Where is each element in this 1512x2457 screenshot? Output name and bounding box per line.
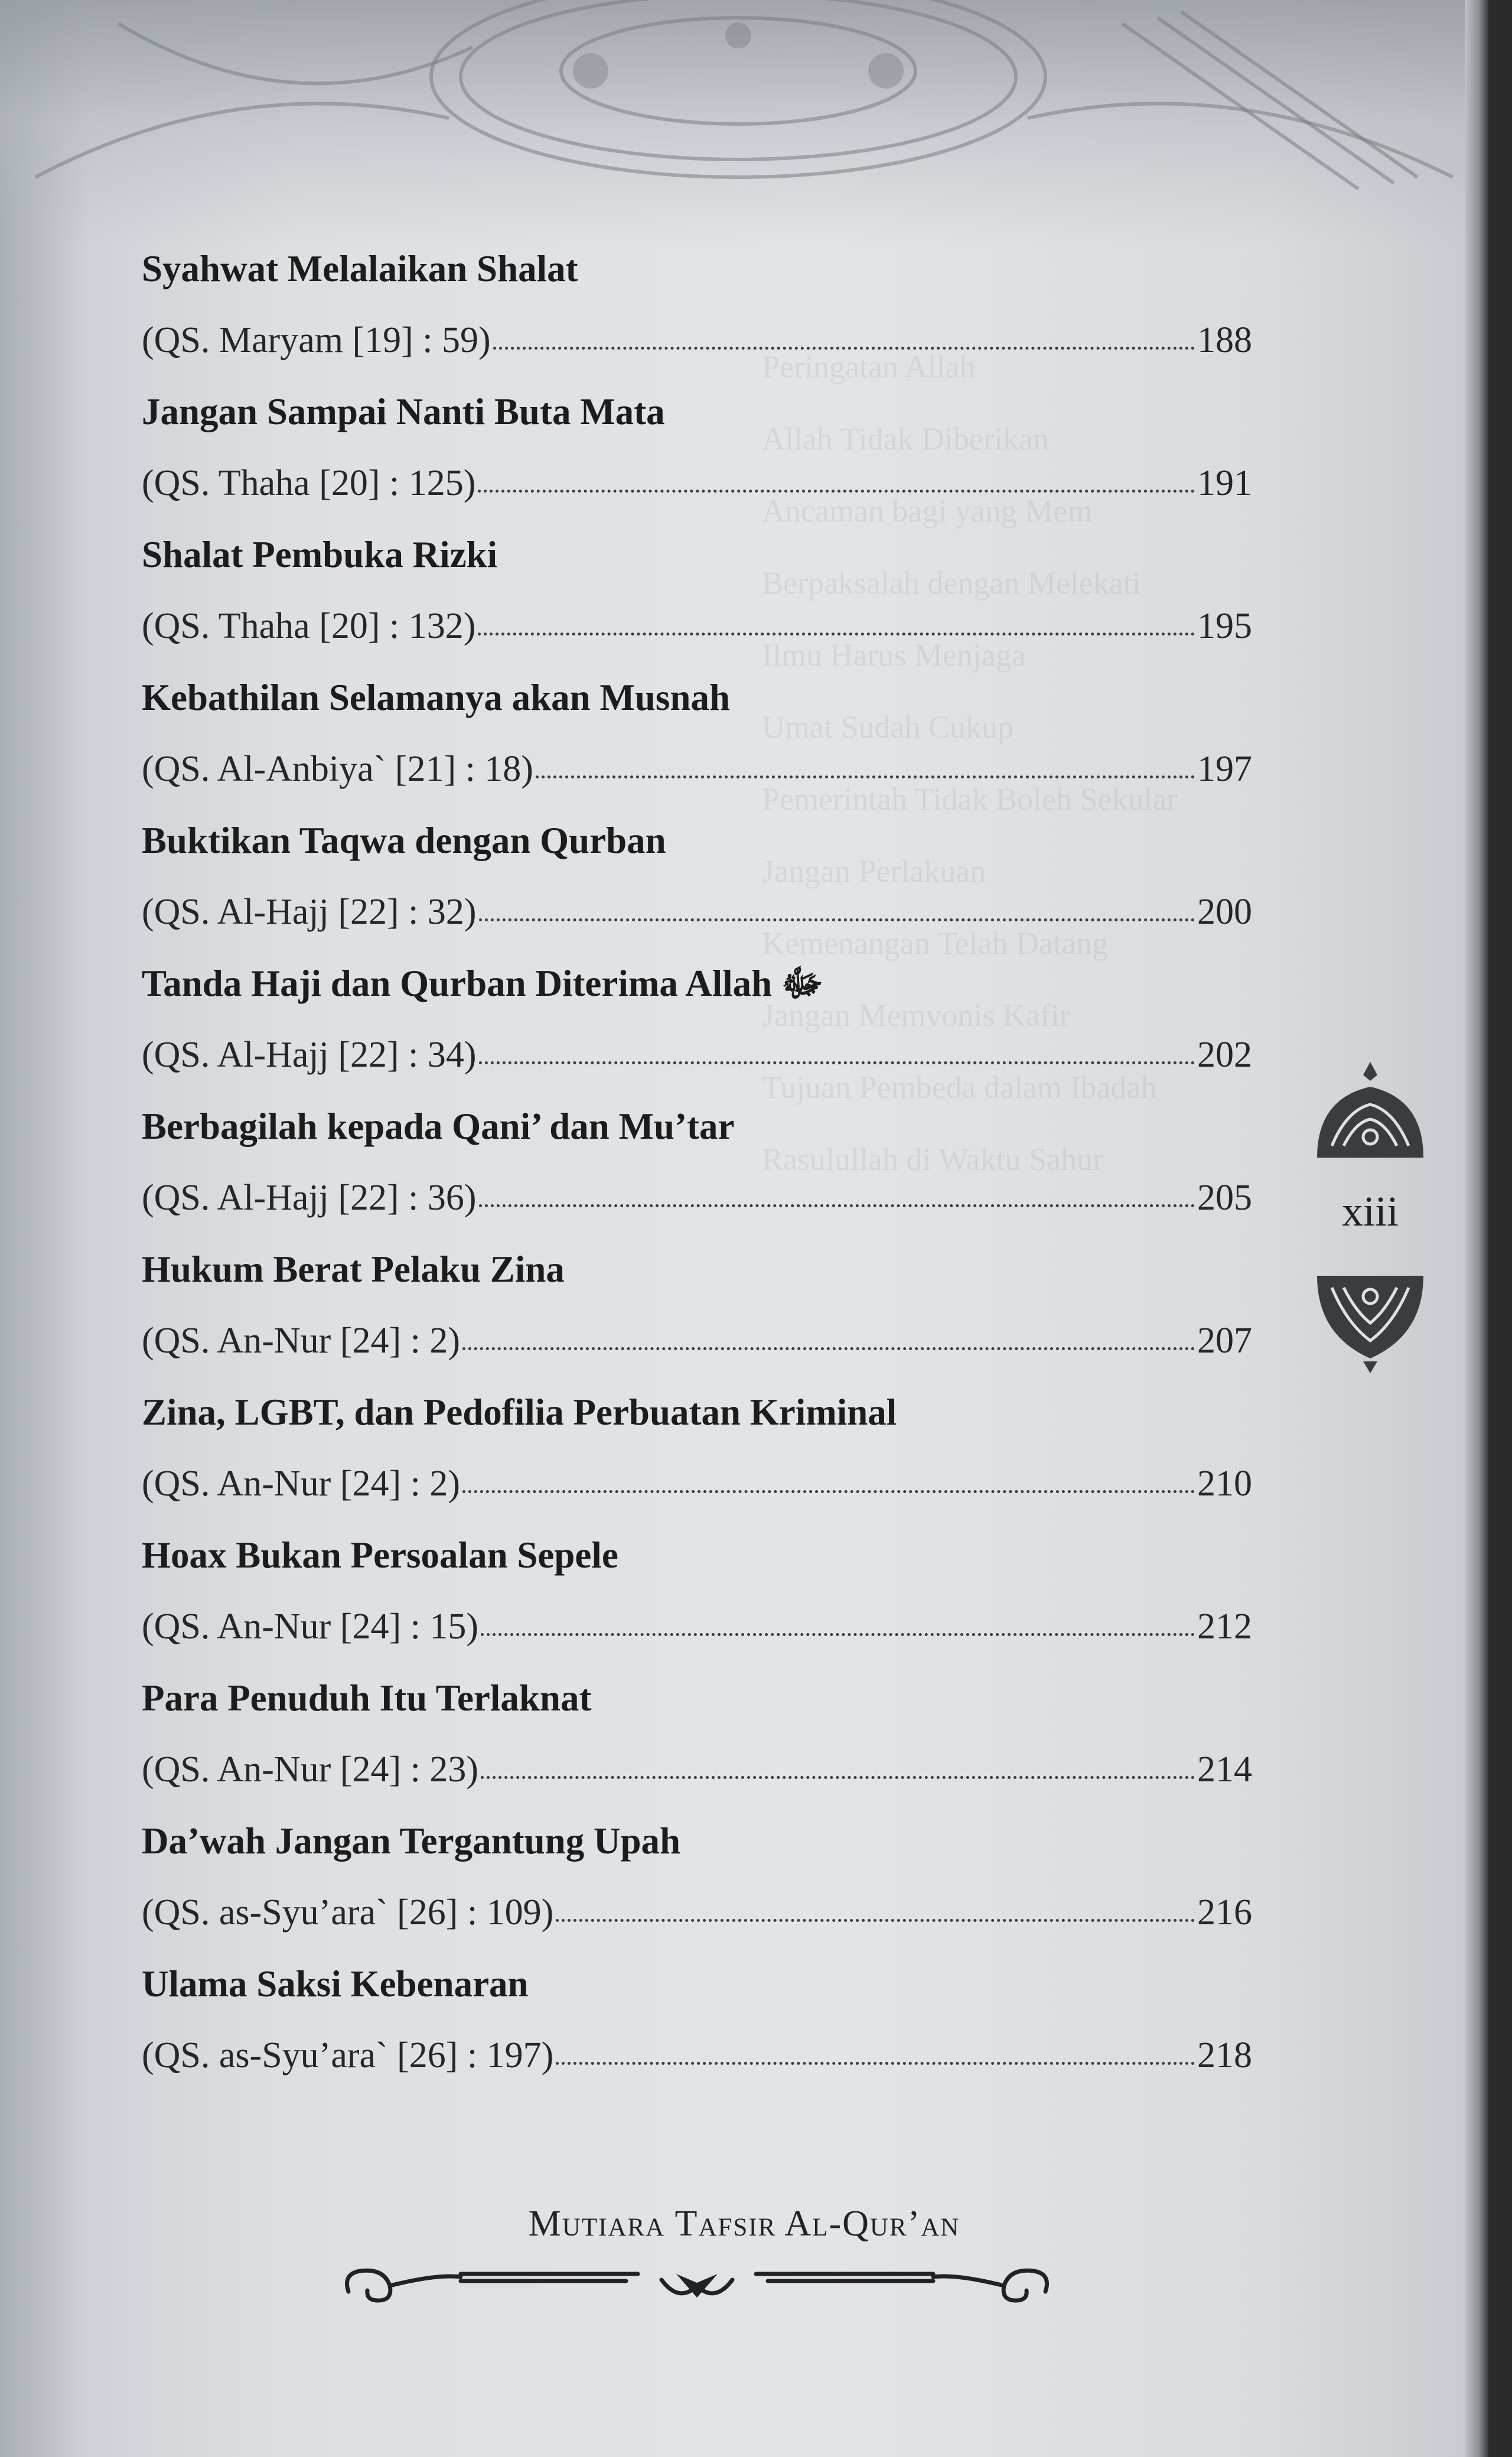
dot-leader [481, 1633, 1195, 1636]
toc-entry-ref-line [142, 1591, 1252, 1663]
ghost-line: Pemerintah Tidak Boleh Sekular [762, 781, 1178, 817]
toc-entry-ref-line [142, 305, 1252, 376]
toc-entry-ref-line [142, 876, 1252, 948]
toc-entry [142, 519, 1252, 662]
table-of-contents [142, 233, 1252, 2091]
page-number: xiii [1341, 1188, 1399, 1235]
toc-entry-reference: (QS. as-Syu’ara` [26] : 197) [142, 2035, 554, 2075]
toc-entry-reference: (QS. An-Nur [24] : 2) [142, 1321, 460, 1361]
toc-entry-title: Hoax Bukan Persoalan Sepele [142, 1534, 618, 1576]
arabesque-ornament-icon [0, 0, 1488, 248]
toc-entry [142, 1234, 1252, 1377]
toc-entry-title: Tanda Haji dan Qurban Diterima Allah ﷻ [142, 963, 824, 1004]
toc-entry-title: Shalat Pembuka Rizki [142, 534, 498, 575]
dot-leader [479, 1061, 1195, 1064]
toc-entry-title: Buktikan Taqwa dengan Qurban [142, 820, 666, 861]
toc-entry-ref-line [142, 1734, 1252, 1806]
toc-entry-reference: (QS. Thaha [20] : 132) [142, 606, 476, 646]
ghost-line: Umat Sudah Cukup [762, 709, 1014, 745]
ghost-line: Peringatan Allah [762, 349, 976, 384]
toc-entry-title: Berbagilah kepada Qani’ dan Mu’tar [142, 1106, 735, 1147]
toc-entry-reference: (QS. Al-Hajj [22] : 36) [142, 1178, 477, 1218]
ghost-line: Ancaman bagi yang Mem [762, 493, 1093, 529]
dot-leader [462, 1347, 1195, 1350]
toc-entry-ref-line [142, 1019, 1252, 1091]
toc-entry [142, 805, 1252, 948]
toc-entry-title: Syahwat Melalaikan Shalat [142, 248, 578, 289]
toc-entry-page: 212 [1197, 1606, 1252, 1647]
top-ornament [0, 0, 1488, 248]
toc-entry-reference: (QS. An-Nur [24] : 15) [142, 1606, 478, 1647]
toc-entry-reference: (QS. Maryam [19] : 59) [142, 320, 491, 360]
toc-entry-page: 218 [1197, 2035, 1252, 2075]
toc-entry-title: Da’wah Jangan Tergantung Upah [142, 1820, 681, 1862]
toc-entry [142, 948, 1252, 1091]
dot-leader [536, 775, 1195, 778]
toc-entry-ref-line [142, 1305, 1252, 1377]
toc-entry-reference: (QS. Al-Hajj [22] : 34) [142, 1035, 477, 1075]
toc-entry [142, 1091, 1252, 1234]
toc-entry-ref-line [142, 1448, 1252, 1520]
ghost-line: Kemenangan Telah Datang [762, 926, 1108, 961]
dot-leader [478, 633, 1195, 636]
page-edge [1465, 0, 1488, 2457]
dot-leader [479, 1204, 1195, 1207]
toc-entry-title: Hukum Berat Pelaku Zina [142, 1249, 565, 1290]
toc-entry-page: 205 [1197, 1178, 1252, 1218]
toc-entry [142, 1663, 1252, 1806]
dot-leader [556, 2062, 1195, 2065]
book-title-footer: Mutiara Tafsir Al-Qur’an [528, 2204, 960, 2244]
toc-entry-page: 207 [1197, 1321, 1252, 1361]
toc-entry-title: Ulama Saksi Kebenaran [142, 1963, 529, 2005]
toc-entry-title: Zina, LGBT, dan Pedofilia Perbuatan Kriminal [142, 1392, 897, 1433]
toc-entry-title: Para Penuduh Itu Terlaknat [142, 1677, 592, 1719]
toc-entry-ref-line [142, 1162, 1252, 1234]
toc-entry-reference: (QS. Al-Hajj [22] : 32) [142, 892, 477, 932]
toc-entry-ref-line [142, 1877, 1252, 1948]
toc-entry-ref-line [142, 591, 1252, 662]
dot-leader [479, 918, 1195, 921]
toc-entry-page: 188 [1197, 320, 1252, 360]
toc-entry-ref-line [142, 448, 1252, 519]
toc-entry-reference: (QS. Al-Anbiya` [21] : 18) [142, 749, 533, 789]
toc-entry-page: 195 [1197, 606, 1252, 646]
toc-entry [142, 1377, 1252, 1520]
ghost-line: Jangan Memvonis Kafir [762, 998, 1070, 1033]
toc-entry-reference: (QS. An-Nur [24] : 2) [142, 1464, 460, 1504]
toc-entry-page: 191 [1197, 463, 1252, 503]
dot-leader [481, 1776, 1195, 1779]
toc-entry [142, 233, 1252, 376]
toc-entry-title: Kebathilan Selamanya akan Musnah [142, 677, 731, 718]
toc-entry-page: 200 [1197, 892, 1252, 932]
toc-entry [142, 662, 1252, 805]
toc-entry-reference: (QS. An-Nur [24] : 23) [142, 1749, 478, 1790]
toc-entry [142, 1806, 1252, 1948]
toc-entry-page: 216 [1197, 1892, 1252, 1933]
dot-leader [556, 1919, 1195, 1922]
ghost-line: Allah Tidak Diberikan [762, 421, 1049, 457]
toc-entry-reference: (QS. Thaha [20] : 125) [142, 463, 476, 503]
toc-entry-reference: (QS. as-Syu’ara` [26] : 109) [142, 1892, 554, 1933]
toc-entry-page: 214 [1197, 1749, 1252, 1790]
toc-entry [142, 376, 1252, 519]
toc-entry [142, 1520, 1252, 1663]
ghost-line: Jangan Perlakuan [762, 853, 986, 889]
toc-entry-ref-line [142, 734, 1252, 805]
dot-leader [493, 347, 1195, 350]
dot-leader [462, 1490, 1195, 1493]
toc-entry [142, 1948, 1252, 2091]
toc-entry-page: 202 [1197, 1035, 1252, 1075]
ghost-line: Tujuan Pembeda dalam Ibadah [762, 1070, 1157, 1105]
dot-leader [478, 490, 1195, 493]
toc-entry-ref-line [142, 2020, 1252, 2091]
footer-flourish-icon [331, 2250, 1063, 2315]
ghost-line: Ilmu Harus Menjaga [762, 637, 1026, 673]
toc-entry-page: 197 [1197, 749, 1252, 789]
ghost-line: Rasulullah di Waktu Sahur [762, 1142, 1104, 1177]
toc-entry-page: 210 [1197, 1464, 1252, 1504]
toc-entry-title: Jangan Sampai Nanti Buta Mata [142, 391, 665, 432]
ghost-line: Berpaksalah dengan Melekati [762, 565, 1141, 601]
